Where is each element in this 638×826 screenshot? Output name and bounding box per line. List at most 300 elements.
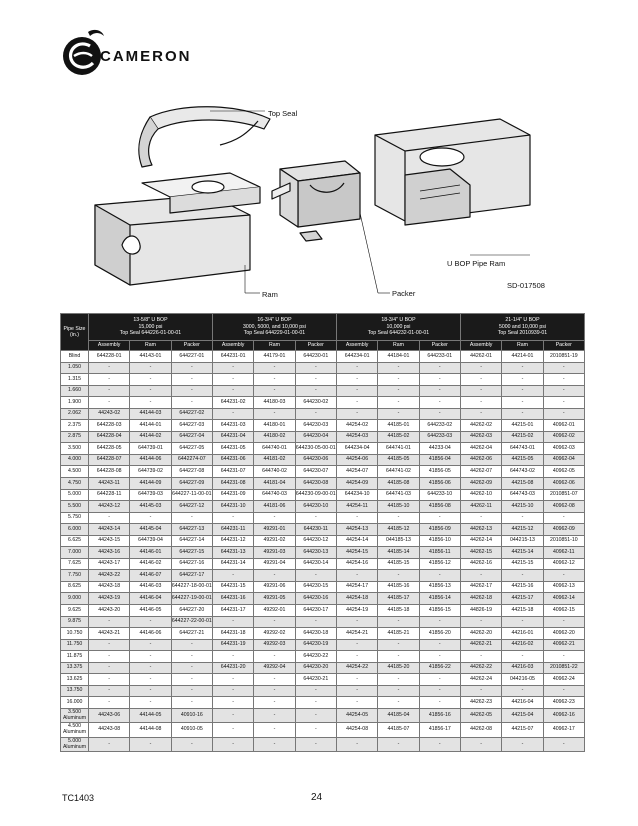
part-number-cell: 41856-09 [419,524,460,536]
part-number-cell: - [89,374,130,386]
part-number-cell: 44243-21 [89,628,130,640]
part-number-cell: - [212,512,253,524]
part-number-cell: - [171,651,212,663]
part-number-cell: 644741-03 [378,489,419,501]
table-row [61,723,585,738]
part-number-cell: - [502,616,543,628]
table-row [61,408,585,420]
part-number-cell: 644227-08 [171,466,212,478]
part-number-cell: 644230-14 [295,558,336,570]
part-number-cell: 44254-18 [336,593,377,605]
part-number-cell: 644230-22 [295,651,336,663]
part-number-cell: 44215-16 [502,581,543,593]
part-number-cell: - [419,362,460,374]
part-number-cell: - [89,685,130,697]
part-number-cell: 644231-06 [212,454,253,466]
pipe-size-cell: 5.500 [61,501,89,513]
part-number-cell: 44262-04 [460,443,501,455]
part-number-cell: - [89,737,130,752]
part-number-cell: 644231-08 [212,478,253,490]
part-number-cell: 44243-17 [89,558,130,570]
part-number-cell: - [336,697,377,709]
part-number-cell: 41856-12 [419,558,460,570]
part-number-cell: 644230-03 [295,420,336,432]
part-number-cell: 644230-17 [295,605,336,617]
part-number-cell: 40962-04 [543,454,584,466]
part-number-cell: 44243-08 [89,723,130,738]
part-number-cell: - [378,408,419,420]
part-number-cell: 40962-01 [543,420,584,432]
table-row [61,454,585,466]
part-number-cell: 40962-08 [543,501,584,513]
part-number-cell: - [212,697,253,709]
part-number-cell: 44262-08 [460,723,501,738]
part-number-cell: 44215-05 [502,454,543,466]
part-number-cell: 644231-09 [212,489,253,501]
pipe-size-cell: 5.000 Aluminum [61,737,89,752]
part-number-cell: 644227-14 [171,535,212,547]
part-number-cell: 644230-07 [295,466,336,478]
column-header-packer: Packer [295,341,336,351]
part-number-cell: 44181-04 [254,478,295,490]
column-header-packer: Packer [171,341,212,351]
part-number-cell: 44262-07 [460,466,501,478]
part-number-cell: 44262-24 [460,674,501,686]
part-number-cell: 644231-02 [212,397,253,409]
table-row [61,593,585,605]
part-number-cell: 644227-11-00-01 [171,489,212,501]
part-number-cell: 644227-15 [171,547,212,559]
part-number-cell: 40962-15 [543,605,584,617]
part-number-cell: - [254,408,295,420]
part-number-cell: 644231-05 [212,443,253,455]
part-number-cell: 44243-12 [89,501,130,513]
part-number-cell: 44254-06 [336,454,377,466]
part-number-cell: 44146-02 [130,558,171,570]
part-number-cell: 644233-10 [419,489,460,501]
part-number-cell: 44180-01 [254,420,295,432]
part-number-cell: 44262-22 [460,662,501,674]
label-drawing-number: SD-017508 [507,281,545,290]
part-number-cell: 40962-16 [543,708,584,723]
part-number-cell: 44185-01 [378,420,419,432]
part-number-cell: 49292-03 [254,639,295,651]
part-number-cell: 44215-07 [502,723,543,738]
column-header-ram: Ram [378,341,419,351]
part-number-cell: - [460,570,501,582]
part-number-cell: - [502,374,543,386]
part-number-cell: - [419,397,460,409]
part-number-cell: 49292-02 [254,628,295,640]
part-number-cell: 644231-01 [212,351,253,363]
part-number-cell: 44254-16 [336,558,377,570]
part-number-cell: 44145-04 [130,524,171,536]
part-number-cell: - [336,685,377,697]
part-number-cell: 644741-02 [378,466,419,478]
part-number-cell: 44254-09 [336,478,377,490]
part-number-cell: 40962-12 [543,558,584,570]
pipe-size-cell: 16.000 [61,697,89,709]
part-number-cell: - [130,662,171,674]
table-row [61,697,585,709]
part-number-cell: - [502,570,543,582]
part-number-cell: - [419,570,460,582]
part-number-cell: 44262-17 [460,581,501,593]
part-number-cell: 44185-15 [378,558,419,570]
table-row [61,628,585,640]
part-number-cell: 644227-12 [171,501,212,513]
part-number-cell: 644228-04 [89,431,130,443]
table-row [61,512,585,524]
part-number-cell: - [419,385,460,397]
part-number-cell: 41856-10 [419,535,460,547]
part-number-cell: 644231-16 [212,593,253,605]
part-number-cell: 644228-03 [89,420,130,432]
part-number-cell: 44180-02 [254,431,295,443]
part-number-cell: - [543,397,584,409]
part-number-cell: 644740-03 [254,489,295,501]
table-row [61,581,585,593]
part-number-cell: 44146-01 [130,547,171,559]
part-number-cell: - [212,737,253,752]
pipe-size-cell: 10.750 [61,628,89,640]
pipe-size-cell: 4.500 Aluminum [61,723,89,738]
part-number-cell: - [419,639,460,651]
part-number-cell: - [378,397,419,409]
part-number-cell: 44185-21 [378,628,419,640]
part-number-cell: - [89,362,130,374]
part-number-cell: 41856-16 [419,708,460,723]
part-number-cell: - [378,616,419,628]
part-number-cell: - [502,385,543,397]
table-row [61,570,585,582]
part-number-cell: 44215-12 [502,524,543,536]
part-number-cell: 644230-10 [295,501,336,513]
part-number-cell: 644228-05 [89,443,130,455]
part-number-cell: - [212,570,253,582]
part-number-cell: 44243-02 [89,408,130,420]
table-header [61,314,585,351]
part-number-cell: - [378,374,419,386]
table-row [61,501,585,513]
part-number-cell: 44254-17 [336,581,377,593]
pipe-size-cell: 4.500 [61,466,89,478]
part-number-cell: 44184-01 [378,351,419,363]
column-header-ram: Ram [254,341,295,351]
part-number-cell: - [460,651,501,663]
part-number-cell: 644739-03 [130,489,171,501]
part-number-cell: 44145-03 [130,501,171,513]
part-number-cell: 644233-01 [419,351,460,363]
part-number-cell: - [378,512,419,524]
part-number-cell: 44243-06 [89,708,130,723]
part-number-cell: 644741-01 [378,443,419,455]
part-number-cell: - [543,362,584,374]
table-row [61,737,585,752]
part-number-cell: - [212,723,253,738]
part-number-cell: 644227-05 [171,443,212,455]
part-number-cell: - [502,512,543,524]
part-number-cell: 49291-04 [254,558,295,570]
part-number-cell: 44144-03 [130,408,171,420]
part-number-cell: 644227-09 [171,478,212,490]
pipe-size-cell: 1.315 [61,374,89,386]
part-number-cell: 44262-23 [460,697,501,709]
part-number-cell: 44185-10 [378,501,419,513]
part-number-cell: 44216-02 [502,639,543,651]
part-number-cell: 40962-24 [543,674,584,686]
part-number-cell: 44215-01 [502,420,543,432]
part-number-cell: - [502,737,543,752]
document-code: TC1403 [62,793,95,803]
part-number-cell: 41856-08 [419,501,460,513]
pipe-size-cell: 3.500 [61,443,89,455]
part-number-cell: 644227-21 [171,628,212,640]
pipe-size-cell: Blind [61,351,89,363]
part-number-cell: - [460,685,501,697]
table-row [61,466,585,478]
part-number-cell: 44262-02 [460,420,501,432]
part-number-cell: - [336,374,377,386]
part-number-cell: 644227-22-00-01 [171,616,212,628]
pipe-size-cell: 9.000 [61,593,89,605]
part-number-cell: - [336,512,377,524]
part-number-cell: 44262-16 [460,558,501,570]
part-number-cell: - [171,674,212,686]
part-number-cell: 44144-06 [130,454,171,466]
table-row [61,420,585,432]
part-number-cell: 644230-20 [295,662,336,674]
part-number-cell: - [130,685,171,697]
part-number-cell: 44216-04 [502,697,543,709]
part-number-cell: - [295,737,336,752]
column-header-assembly: Assembly [460,341,501,351]
part-number-cell: - [419,408,460,420]
part-number-cell: - [460,616,501,628]
part-number-cell: 644743-02 [502,466,543,478]
part-number-cell: 644228-11 [89,489,130,501]
table-row [61,708,585,723]
part-number-cell: - [295,708,336,723]
part-number-cell: 44185-05 [378,454,419,466]
column-header-packer: Packer [543,341,584,351]
part-number-cell: - [378,685,419,697]
part-number-cell: 644230-08 [295,478,336,490]
table-row [61,547,585,559]
part-number-cell: 40962-03 [543,443,584,455]
label-packer: Packer [392,289,416,298]
part-number-cell: - [295,697,336,709]
part-number-cell: - [295,408,336,420]
table-row [61,558,585,570]
brand-name: CAMERON [100,48,192,65]
column-header-assembly: Assembly [212,341,253,351]
part-number-cell: - [336,651,377,663]
part-number-cell: - [89,616,130,628]
part-number-cell: - [254,374,295,386]
table-row [61,662,585,674]
part-number-cell: 644227-18-00-01 [171,581,212,593]
part-number-cell: 40962-05 [543,466,584,478]
group-header-18-3-4: 18-3/4" U BOP 10,000 psi Top Seal 644232-01-00-01 [336,314,460,341]
group-header-13-5-8: 13-5/8" U BOP 15,000 psi Top Seal 644226-01-00-01 [89,314,213,341]
part-number-cell: - [460,374,501,386]
part-number-cell: 44146-07 [130,570,171,582]
part-number-cell: - [295,685,336,697]
part-number-cell: - [130,674,171,686]
part-number-cell: 44185-08 [378,478,419,490]
part-number-cell: - [460,362,501,374]
part-number-cell: 644234-01 [336,351,377,363]
part-number-cell: - [171,362,212,374]
part-number-cell: 644230-04 [295,431,336,443]
part-number-cell: 44215-04 [502,708,543,723]
part-number-cell: 40962-09 [543,524,584,536]
part-number-cell: 44146-06 [130,628,171,640]
part-number-cell: 44254-11 [336,501,377,513]
part-number-cell: 644227-01 [171,351,212,363]
ram-parts-table [60,313,585,752]
part-number-cell: 44254-19 [336,605,377,617]
part-number-cell: 644230-16 [295,593,336,605]
part-number-cell: - [171,639,212,651]
part-number-cell: 644230-15 [295,581,336,593]
part-number-cell: - [254,362,295,374]
part-number-cell: - [419,374,460,386]
table-row [61,478,585,490]
part-number-cell: 49291-03 [254,547,295,559]
table-row [61,685,585,697]
part-number-cell: - [171,397,212,409]
table-row [61,351,585,363]
part-number-cell: 44262-10 [460,489,501,501]
pipe-size-cell: 13.625 [61,674,89,686]
part-number-cell: - [295,616,336,628]
part-number-cell: 644743-01 [502,443,543,455]
pipe-size-cell: 1.900 [61,397,89,409]
part-number-cell: 44254-03 [336,431,377,443]
part-number-cell: 44144-02 [130,431,171,443]
column-header-assembly: Assembly [336,341,377,351]
part-number-cell: - [419,737,460,752]
part-number-cell: - [171,685,212,697]
part-number-cell: 44262-06 [460,454,501,466]
part-number-cell: - [212,408,253,420]
table-row [61,535,585,547]
pipe-size-cell: 1.050 [61,362,89,374]
part-number-cell: 644227-13 [171,524,212,536]
part-number-cell: - [336,674,377,686]
group-header-21-1-4: 21-1/4" U BOP 5000 and 10,000 psi Top Seal 2010939-01 [460,314,584,341]
table-row [61,443,585,455]
part-number-cell: - [130,651,171,663]
part-number-cell: - [543,685,584,697]
part-number-cell: - [543,408,584,420]
part-number-cell: 44144-09 [130,478,171,490]
part-number-cell: 44254-05 [336,708,377,723]
pipe-size-cell: 11.750 [61,639,89,651]
part-number-cell: 44243-22 [89,570,130,582]
part-number-cell: 44254-15 [336,547,377,559]
part-number-cell: 644743-03 [502,489,543,501]
part-number-cell: 49291-06 [254,581,295,593]
table-row [61,651,585,663]
part-number-cell: - [212,708,253,723]
part-number-cell: 2010851-19 [543,351,584,363]
part-number-cell: 644740-02 [254,466,295,478]
part-number-cell: - [460,408,501,420]
part-number-cell: - [295,362,336,374]
part-number-cell: - [336,616,377,628]
part-number-cell: 644739-02 [130,466,171,478]
part-number-cell: 49291-05 [254,593,295,605]
part-number-cell: - [171,697,212,709]
part-number-cell: - [460,737,501,752]
part-number-cell: 644227-17 [171,570,212,582]
part-number-cell: 41856-22 [419,662,460,674]
part-number-cell: 44180-03 [254,397,295,409]
part-number-cell: - [171,512,212,524]
part-number-cell: 644231-18 [212,628,253,640]
part-number-cell: - [378,362,419,374]
part-number-cell: 044185-13 [378,535,419,547]
pipe-size-cell: 7.625 [61,558,89,570]
part-number-cell: 644739-01 [130,443,171,455]
part-number-cell: 44262-09 [460,478,501,490]
part-number-cell: - [212,374,253,386]
part-number-cell: - [543,616,584,628]
part-number-cell: - [130,385,171,397]
table-row [61,489,585,501]
table-body [61,351,585,752]
part-number-cell: 44185-07 [378,723,419,738]
part-number-cell: 644227-19-00-01 [171,593,212,605]
part-number-cell: - [502,408,543,420]
u-bop-ram-illustration [60,95,580,310]
part-number-cell: 44243-16 [89,547,130,559]
part-number-cell: 644231-14 [212,558,253,570]
part-number-cell: 644230-02 [295,397,336,409]
part-number-cell: 44243-15 [89,535,130,547]
part-number-cell: - [171,662,212,674]
pipe-size-cell: 4.750 [61,478,89,490]
part-number-cell: - [295,570,336,582]
part-number-cell: 44185-04 [378,708,419,723]
part-number-cell: - [212,674,253,686]
part-number-cell: - [502,685,543,697]
part-number-cell: 644234-04 [336,443,377,455]
pipe-size-cell: 5.000 [61,489,89,501]
part-number-cell: 40962-02 [543,431,584,443]
part-number-cell: 44181-06 [254,501,295,513]
part-number-cell: 44146-05 [130,605,171,617]
part-number-cell: - [130,737,171,752]
part-number-cell: 44144-05 [130,708,171,723]
part-number-cell: - [254,697,295,709]
part-number-cell: 644231-07 [212,466,253,478]
part-number-cell: - [336,385,377,397]
part-number-cell: - [171,737,212,752]
part-number-cell: - [502,362,543,374]
part-number-cell: 49292-04 [254,662,295,674]
part-number-cell: - [378,737,419,752]
part-number-cell: - [543,570,584,582]
part-number-cell: 644231-03 [212,420,253,432]
part-number-cell: - [543,651,584,663]
part-number-cell: - [254,685,295,697]
part-number-cell: - [378,570,419,582]
part-number-cell: 41856-06 [419,478,460,490]
